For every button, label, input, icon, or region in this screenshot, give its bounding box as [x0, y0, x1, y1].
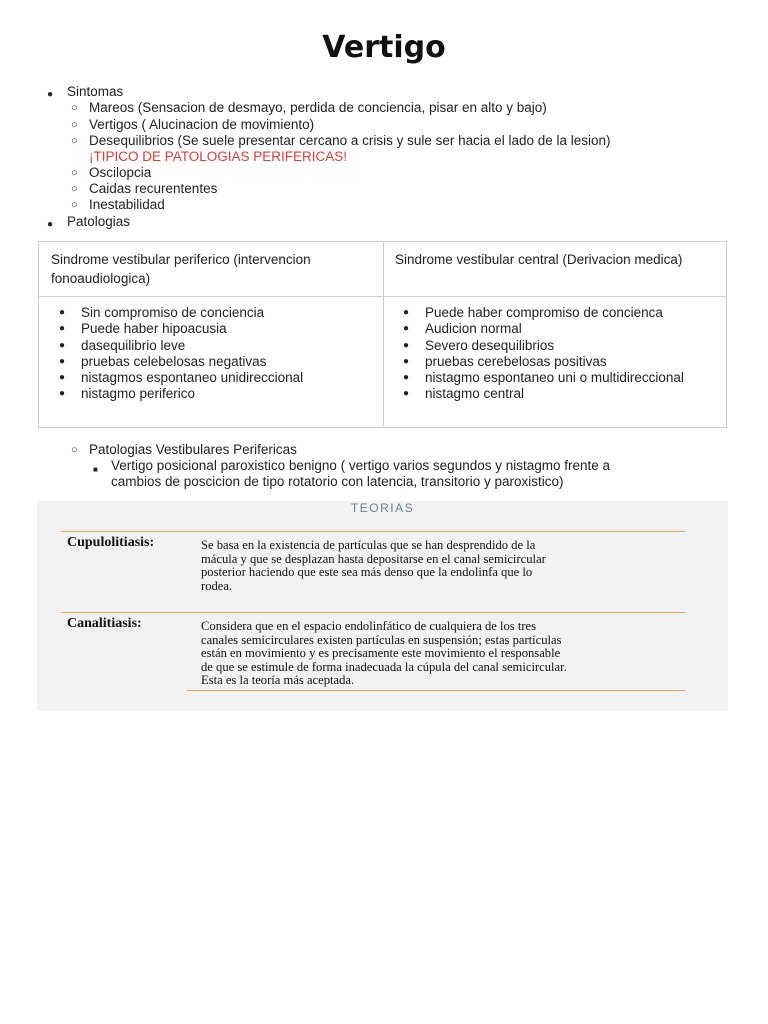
list-item [403, 338, 713, 354]
bullet-icon: ● [403, 372, 410, 384]
circle-bullet-icon: ○ [71, 119, 78, 131]
bullet-icon: ● [47, 219, 54, 230]
list-item-text: nistagmo central [425, 386, 525, 402]
periferico-list [59, 305, 369, 403]
term-canalitiasis: Canalitiasis: [67, 616, 142, 631]
sintomas-label: Sintomas [67, 84, 124, 99]
divider [61, 612, 685, 613]
central-list [403, 305, 713, 403]
circle-bullet-icon: ○ [71, 444, 78, 456]
definition-line: de que se estimule de forma inadecuada la cúpula del canal semicircular. [201, 659, 567, 674]
list-item [59, 321, 369, 337]
bullet-icon: ● [403, 388, 410, 400]
list-item-text: nistagmo espontaneo uni o multidireccional [425, 370, 684, 386]
square-bullet-icon: ■ [93, 465, 98, 474]
patologias-label: Patologias [67, 214, 131, 229]
list-item [59, 305, 369, 321]
table-divider [383, 242, 384, 427]
page-title: Vertigo [322, 30, 446, 65]
sindromes-table [38, 241, 727, 428]
definition-line: posterior haciendo que este sea más denso que la endolinfa que lo [201, 565, 533, 579]
bullet-icon: ● [59, 372, 66, 384]
bullet-icon: ● [403, 307, 410, 318]
list-item [59, 386, 369, 402]
circle-bullet-icon: ○ [71, 102, 78, 114]
definition-canalitiasis [201, 620, 691, 688]
sub-label: Patologias Vestibulares Perifericas [89, 442, 297, 457]
divider [187, 690, 685, 691]
list-item [403, 305, 713, 321]
divider [61, 531, 685, 532]
list-item-text: dasequilibrio leve [81, 337, 186, 353]
list-item [403, 370, 713, 386]
sintoma-item: Mareos (Sensacion de desmayo, perdida de conciencia, pisar en alto y bajo) [89, 100, 547, 115]
list-item [59, 354, 369, 370]
list-item-text: Audicion normal [425, 321, 522, 337]
definition-line: mácula y que se desplazan hasta depositarse en el canal semicircular [201, 551, 546, 566]
list-item-text: nistagmos espontaneo unidireccional [81, 370, 304, 386]
sub-item-line: Vertigo posicional paroxistico benigno ( vertigo varios segundos y nistagmo frente a [111, 458, 611, 473]
sintoma-item: Caidas recurententes [89, 181, 218, 196]
list-item-text: Puede haber compromiso de concienca [425, 305, 663, 320]
list-item [59, 370, 369, 386]
definition-line: están en movimiento y es precisamente este movimiento el responsable [201, 646, 561, 660]
table-divider [39, 296, 726, 297]
sintoma-note: ¡TIPICO DE PATOLOGIAS PERIFERICAS! [89, 149, 348, 164]
circle-bullet-icon: ○ [71, 183, 78, 195]
list-item-text: Severo desequilibrios [425, 337, 555, 353]
list-item-text: nistagmo periferico [81, 386, 196, 402]
table-header-central: Sindrome vestibular central (Derivacion medica) [395, 252, 683, 267]
list-item-text: pruebas celebelosas negativas [81, 353, 267, 369]
sintoma-item: Inestabilidad [89, 197, 165, 212]
definition-line: Se basa en la existencia de partículas que se han desprendido de la [201, 538, 536, 552]
definition-line: Esta es la teoría más aceptada. [201, 673, 355, 687]
bullet-icon: ● [59, 355, 66, 367]
definition-line: rodea. [201, 578, 233, 593]
sintoma-item: Desequilibrios (Se suele presentar cercano a crisis y sule ser hacia el lado de la lesion) [89, 133, 611, 148]
definition-line: canales semicirculares existen partículas en suspensión; estas partículas [201, 632, 562, 647]
circle-bullet-icon: ○ [71, 167, 78, 179]
teorias-box [37, 501, 728, 711]
sub-item-line: cambios de poscicion de tipo rotatorio con latencia, transitorio y paroxistico) [111, 474, 564, 489]
list-item-text: pruebas cerebelosas positivas [425, 353, 607, 369]
circle-bullet-icon: ○ [71, 135, 78, 147]
bullet-icon: ● [59, 388, 66, 400]
bullet-icon: ● [59, 307, 66, 318]
list-item [59, 338, 369, 354]
sintoma-item: Oscilopcia [89, 165, 152, 180]
definition-line: Considera que en el espacio endolinfático de cualquiera de los tres [201, 619, 537, 633]
bullet-icon: ● [403, 339, 410, 351]
bullet-icon: ● [47, 89, 54, 100]
term-cupulolitiasis: Cupulolitiasis: [67, 535, 155, 550]
bullet-icon: ● [403, 323, 410, 335]
definition-cupulolitiasis [201, 539, 691, 593]
list-item-text: Sin compromiso de conciencia [81, 305, 265, 320]
teorias-heading: TEORIAS [350, 501, 415, 515]
bullet-icon: ● [59, 323, 66, 335]
sintoma-item: Vertigos ( Alucinacion de movimiento) [89, 117, 315, 132]
list-item-text: Puede haber hipoacusia [81, 321, 227, 337]
bullet-icon: ● [403, 355, 410, 367]
list-item [403, 354, 713, 370]
circle-bullet-icon: ○ [71, 199, 78, 211]
table-header-periferico: Sindrome vestibular periferico (intervencion fonoaudiologica) [51, 252, 311, 286]
list-item [403, 386, 713, 402]
bullet-icon: ● [59, 339, 66, 351]
list-item [403, 321, 713, 337]
